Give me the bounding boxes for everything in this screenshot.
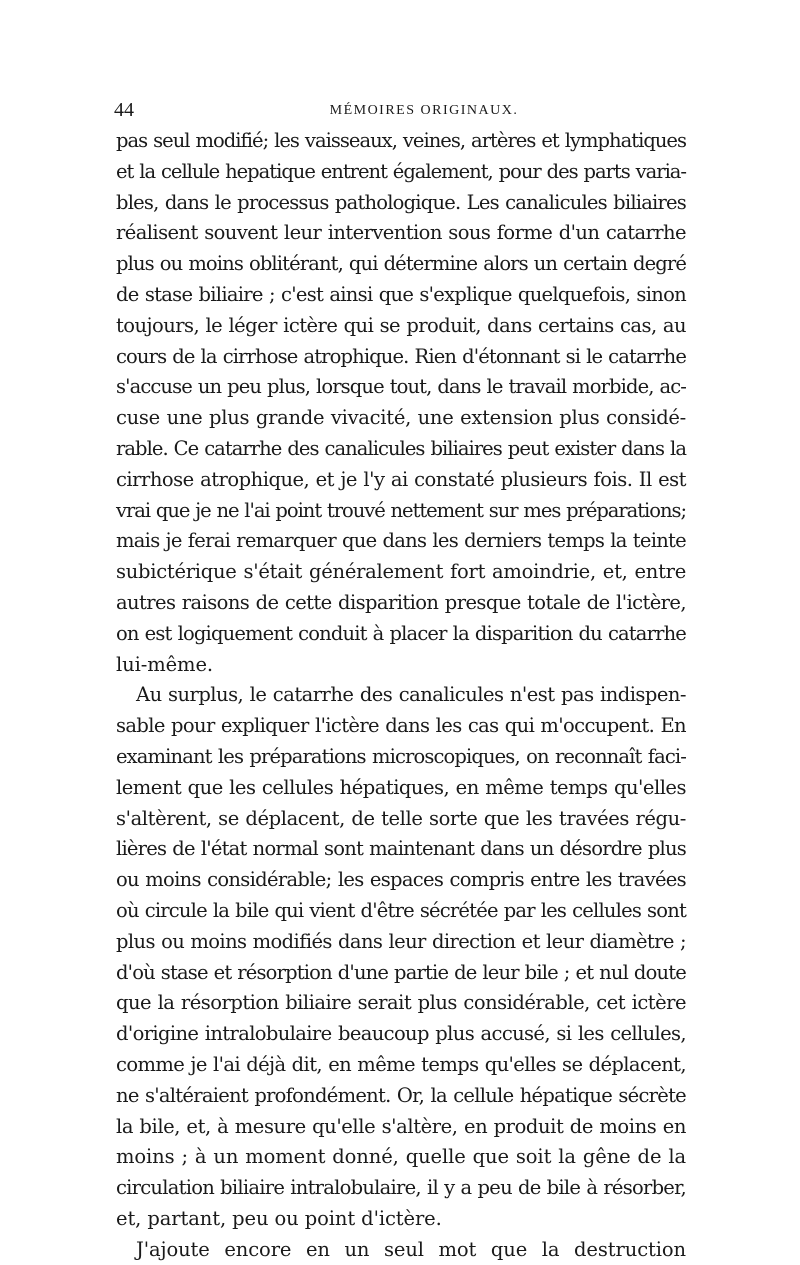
text-line: lement que les cellules hépatiques, en même temps qu'elles xyxy=(116,775,686,799)
text-line: de stase biliaire ; c'est ainsi que s'explique quelquefois, sinon xyxy=(116,282,686,306)
text-line: cuse une plus grande vivacité, une extension plus considé- xyxy=(116,406,686,430)
text-line: bles, dans le processus pathologique. Les canalicules biliaires xyxy=(116,190,686,214)
text-line: d'où stase et résorption d'une partie de leur bile ; et nul doute xyxy=(116,960,686,984)
text-line: cours de la cirrhose atrophique. Rien d'étonnant si le catarrhe xyxy=(116,344,686,368)
text-line: réalisent souvent leur intervention sous forme d'un catarrhe xyxy=(116,221,686,245)
page-header xyxy=(114,98,687,122)
text-line: moins ; à un moment donné, quelle que soit la gêne de la xyxy=(116,1145,686,1169)
text-line: cirrhose atrophique, et je l'y ai constaté plusieurs fois. Il est xyxy=(116,467,686,491)
paragraph-last-line: et, partant, peu ou point d'ictère. xyxy=(116,1206,442,1230)
page-number: 44 xyxy=(114,99,134,121)
text-line: circulation biliaire intralobulaire, il y a peu de bile à résorber, xyxy=(116,1176,686,1200)
text-line: examinant les préparations microscopiques, on reconnaît faci- xyxy=(116,744,686,768)
text-line: ne s'altéraient profondément. Or, la cellule hépatique sécrète xyxy=(116,1083,686,1107)
text-line: rable. Ce catarrhe des canalicules biliaires peut exister dans la xyxy=(116,436,686,460)
text-line: comme je l'ai déjà dit, en même temps qu'elles se déplacent, xyxy=(116,1052,686,1076)
text-line: s'accuse un peu plus, lorsque tout, dans le travail morbide, ac- xyxy=(116,375,686,399)
body-text xyxy=(116,126,686,1265)
text-line: sable pour expliquer l'ictère dans les cas qui m'occupent. En xyxy=(116,714,686,738)
text-line: plus ou moins modifiés dans leur direction et leur diamètre ; xyxy=(116,929,686,953)
text-line: vrai que je ne l'ai point trouvé nettement sur mes préparations; xyxy=(116,498,686,522)
text-line: lières de l'état normal sont maintenant dans un désordre plus xyxy=(116,837,686,861)
text-line: que la résorption biliaire serait plus considérable, cet ictère xyxy=(116,991,686,1015)
paragraph-first-line: J'ajoute encore en un seul mot que la destruction xyxy=(136,1237,686,1261)
text-line: et la cellule hepatique entrent également, pour des parts varia- xyxy=(116,159,686,183)
paragraph-last-line: lui-même. xyxy=(116,652,213,676)
text-line: toujours, le léger ictère qui se produit, dans certains cas, au xyxy=(116,313,686,337)
text-line: subictérique s'était généralement fort amoindrie, et, entre xyxy=(116,560,686,584)
text-line: où circule la bile qui vient d'être sécrétée par les cellules sont xyxy=(116,898,686,922)
text-line: la bile, et, à mesure qu'elle s'altère, en produit de moins en xyxy=(116,1114,686,1138)
text-line: mais je ferai remarquer que dans les derniers temps la teinte xyxy=(116,529,686,553)
paragraph-first-line: Au surplus, le catarrhe des canalicules n'est pas indispen- xyxy=(136,683,686,707)
text-line: autres raisons de cette disparition presque totale de l'ictère, xyxy=(116,590,686,614)
running-title: MÉMOIRES ORIGINAUX. xyxy=(329,103,519,118)
text-line: d'origine intralobulaire beaucoup plus accusé, si les cellules, xyxy=(116,1022,686,1046)
text-line: plus ou moins oblitérant, qui détermine alors un certain degré xyxy=(116,252,686,276)
text-line: pas seul modifié; les vaisseaux, veines, artères et lymphatiques xyxy=(116,129,686,152)
text-line: on est logiquement conduit à placer la disparition du catarrhe xyxy=(116,621,686,645)
text-line: ou moins considérable; les espaces compris entre les travées xyxy=(116,868,686,892)
text-line: s'altèrent, se déplacent, de telle sorte que les travées régu- xyxy=(116,806,686,830)
